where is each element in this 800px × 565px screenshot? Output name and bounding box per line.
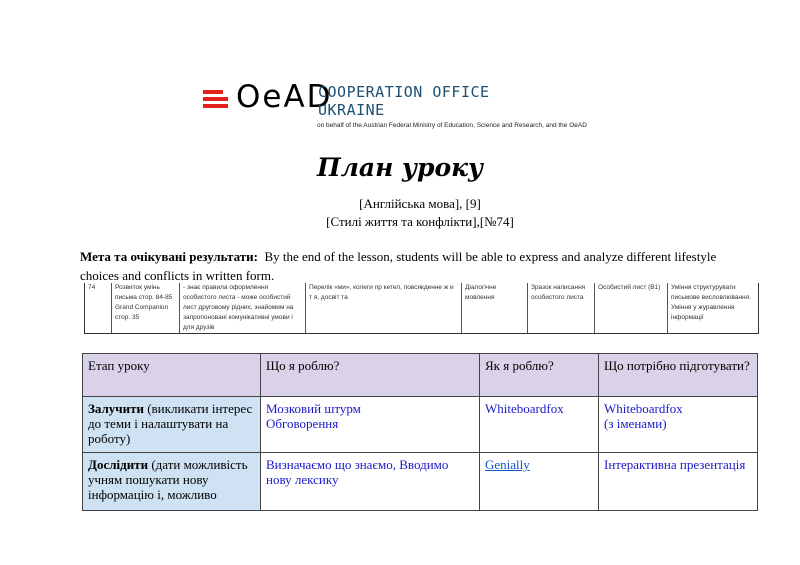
logo-line1: COOPERATION OFFICE <box>318 83 490 101</box>
strip-cell: Уміння структурувати письмове висловлювання. Уміння у журавлення інформації <box>667 283 758 333</box>
stage-description: (викликати інтерес до теми і налаштувати на роботу) <box>88 401 253 446</box>
austria-flag-icon <box>203 90 228 110</box>
goal-label: Мета та очікувані результати: <box>80 249 258 264</box>
prepare-item: (з іменами) <box>604 416 667 431</box>
logo-wordmark: OeAD <box>236 79 333 115</box>
topic-line: [Стилі життя та конфлікти],[№74] <box>326 214 514 229</box>
prepare-cell <box>599 397 758 453</box>
table-header-row <box>83 354 758 397</box>
goal-text: By the end of the lesson, students will be able to express and analyze different lifestyle choices and conflicts in written form. <box>80 249 717 283</box>
prepare-item: Whiteboardfox <box>604 401 683 416</box>
previous-table-strip <box>84 283 759 334</box>
strip-cell: - знає правила оформлення особистого листа - може особистий лист друговому рідних, знайомим на запропоновані комунікативні умови і для друзів <box>179 283 305 333</box>
header-what: Що я роблю? <box>261 354 480 397</box>
prepare-cell: Інтерактивна презентація <box>599 453 758 511</box>
header-how: Як я роблю? <box>480 354 599 397</box>
stage-name: Залучити <box>88 401 144 416</box>
page-title: План уроку <box>316 153 484 182</box>
logo-line2: UKRAINE <box>318 101 385 119</box>
header-prepare: Що потрібно підготувати? <box>599 354 758 397</box>
strip-cell: Зразок написання особистого листа <box>527 283 594 333</box>
strip-cell: Перелік «ми», колеги пр кетел, повсякденне ж и т я, досвіт та <box>305 283 461 333</box>
subject-line: [Англійська мова], [9] <box>359 196 481 211</box>
stage-cell <box>83 453 261 511</box>
genially-link[interactable]: Genially <box>485 457 530 472</box>
what-item: Мозковий штурм <box>266 401 361 416</box>
table-row <box>83 397 758 453</box>
strip-cell: Особистий лист (B1) <box>594 283 667 333</box>
strip-cell: 74 <box>88 284 96 291</box>
how-cell: Whiteboardfox <box>480 397 599 453</box>
stage-description: (дати можливість учням пошукати нову інформацію і, можливо <box>88 457 248 502</box>
logo-cooperation-text <box>318 83 490 119</box>
strip-cell: Розвиток умінь письма стор. 84-85 Grand Companion стор. 35 <box>111 283 179 333</box>
table-row <box>83 453 758 511</box>
header-stage: Етап уроку <box>83 354 261 397</box>
how-cell <box>480 453 599 511</box>
logo-behalf-text: on behalf of the Austrian Federal Ministry of Education, Science and Research, and the OeAD <box>317 122 587 129</box>
strip-cell: Діалогічне мовлення <box>461 283 527 333</box>
stage-name: Дослідити <box>88 457 149 472</box>
lesson-plan-table <box>82 353 758 511</box>
what-cell: Визначаємо що знаємо, Вводимо нову лексику <box>261 453 480 511</box>
stage-cell <box>83 397 261 453</box>
what-cell <box>261 397 480 453</box>
what-item: Обговорення <box>266 416 339 431</box>
goal-paragraph <box>80 247 750 285</box>
oead-logo <box>203 79 653 138</box>
